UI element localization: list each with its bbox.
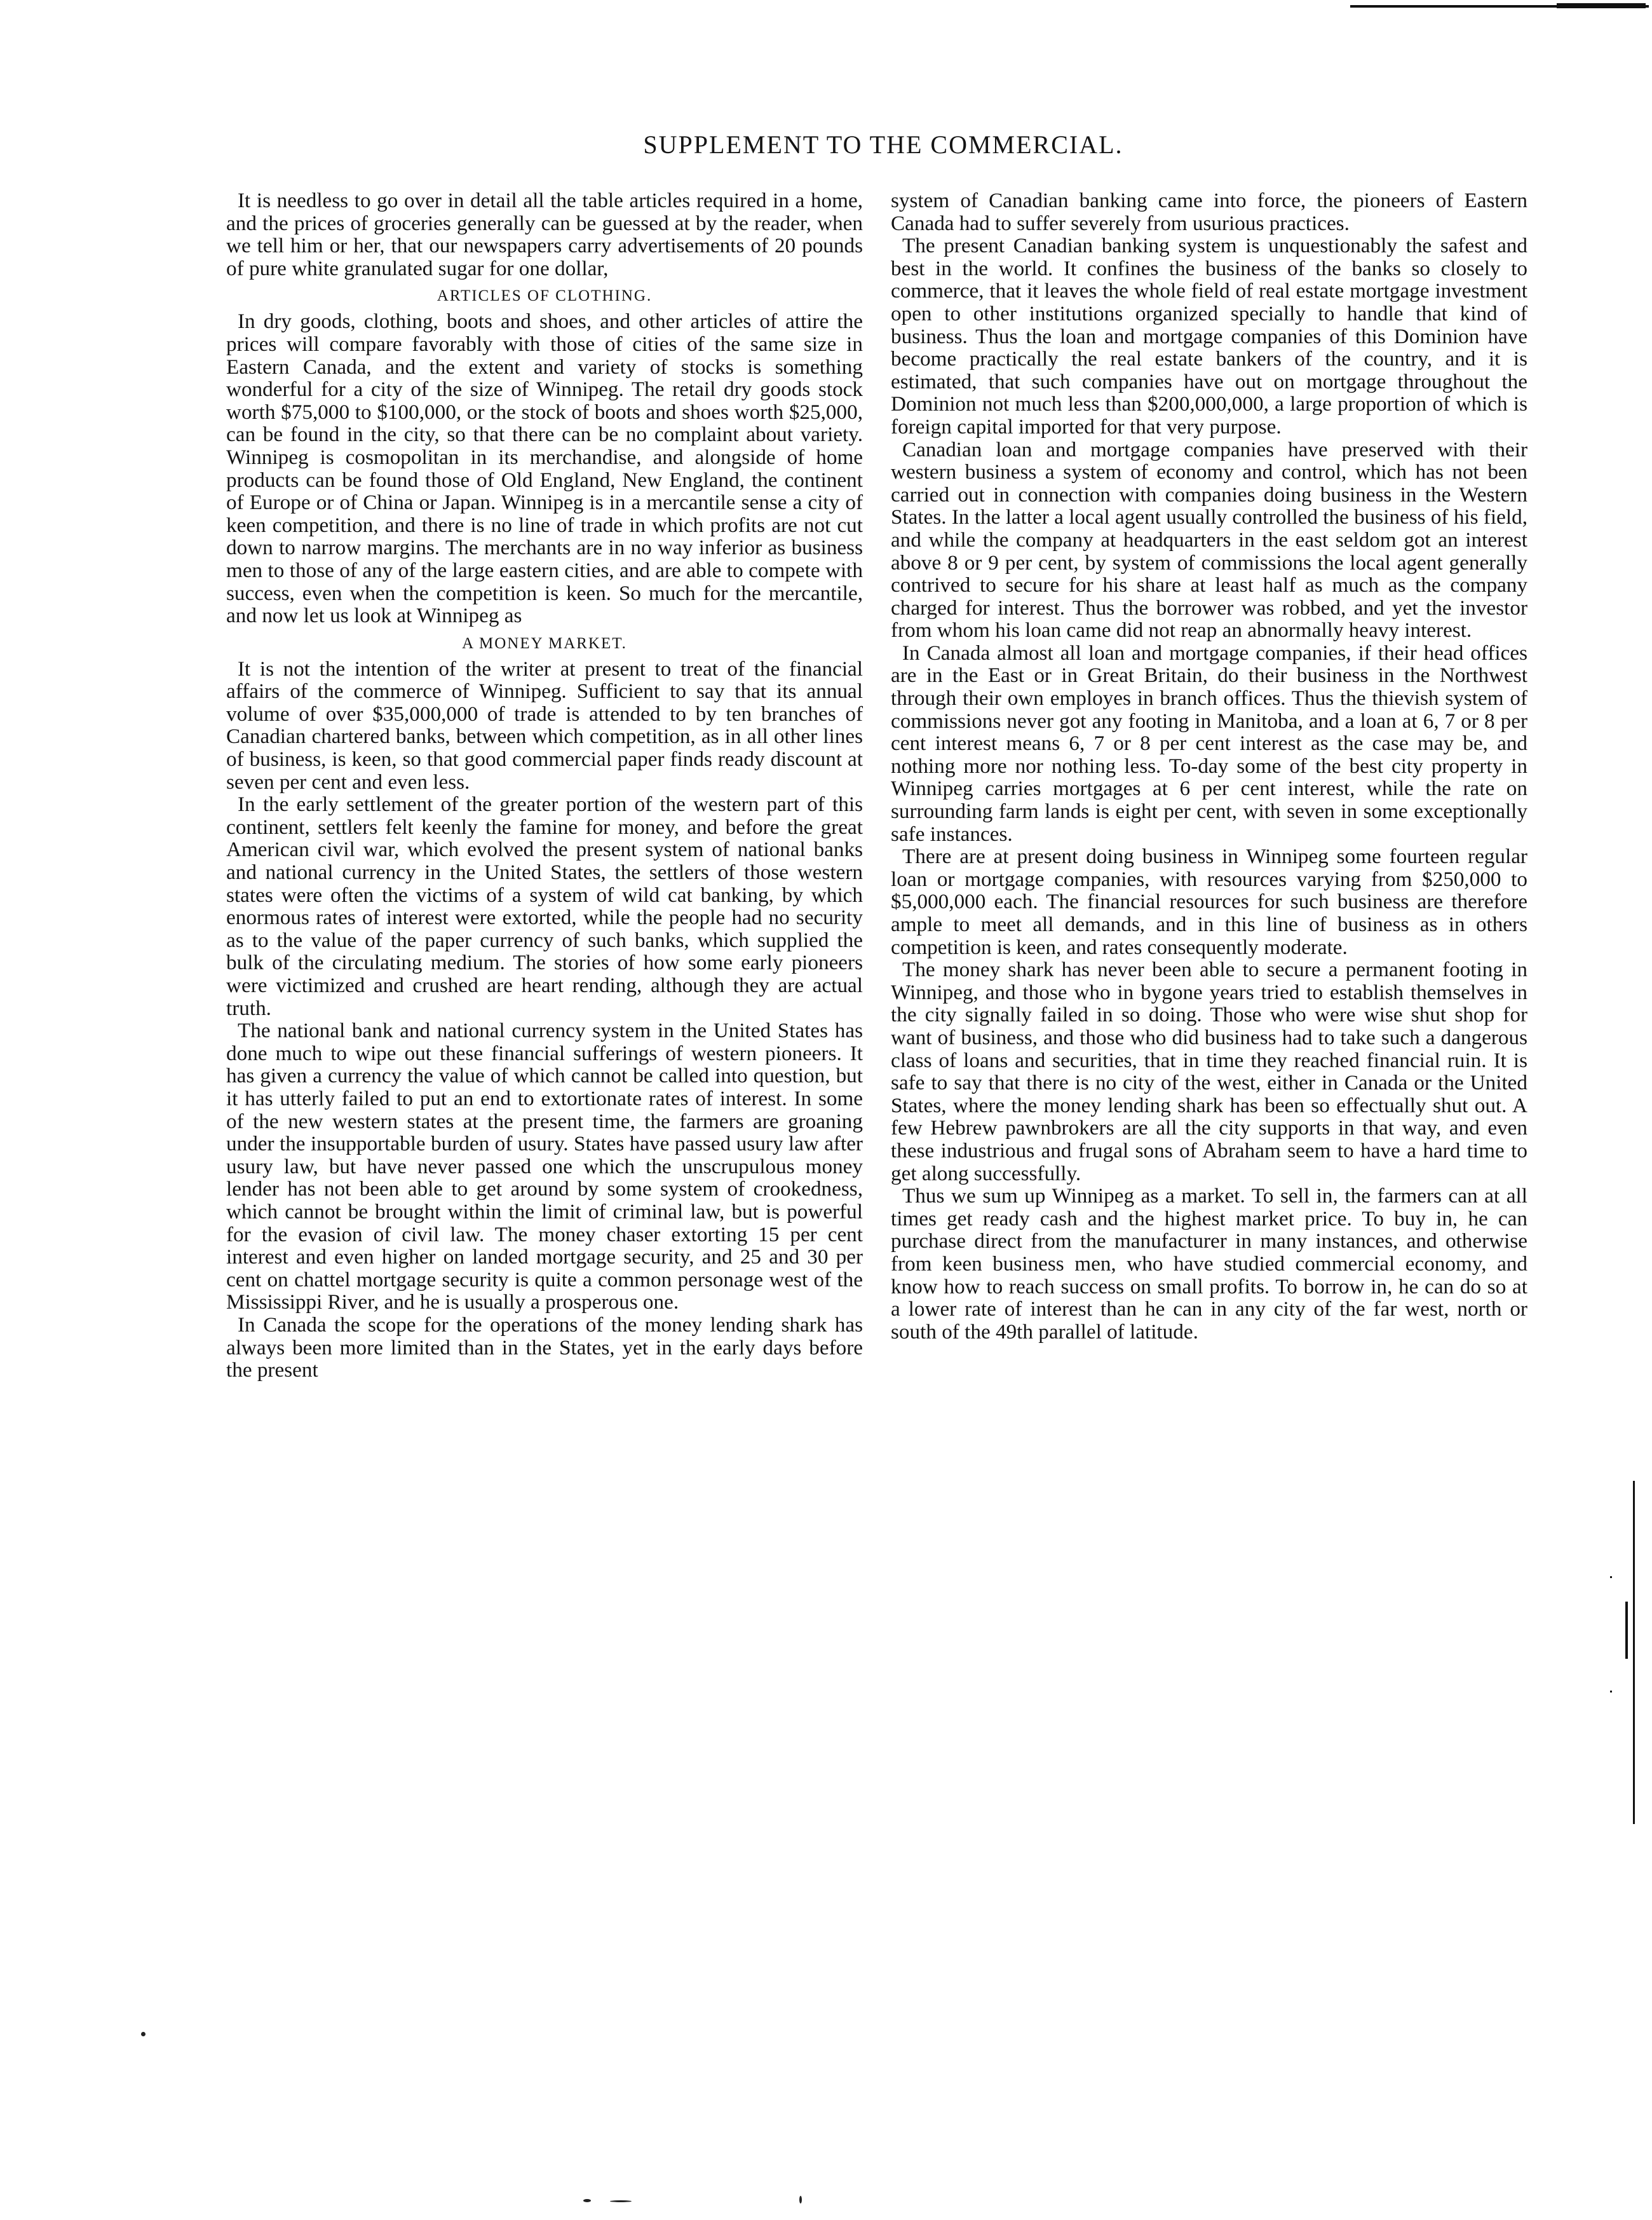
scan-speck — [610, 2200, 632, 2202]
section-heading-money-market: A MONEY MARKET. — [462, 634, 627, 652]
paragraph-financial-affairs: It is not the intention of the writer at present to treat of the financial affairs of the commerce of Winnipeg. Sufficient to say that its annual volume of over $35,000,000 of trade is attended to by ten branches of Canadian chartered banks, between which competition, as in all other lines of business, is keen, so that good commercial paper finds ready discount at seven per cent and even less. — [226, 657, 863, 794]
scan-speck — [583, 2199, 591, 2202]
paragraph-money-shark: The money shark has never been able to secure a permanent footing in Winnipeg, and those who in bygone years tried to establish themselves in the city signally failed in so doing. Those who were wise shut shop for want of business, and those who did business had to take such a dangerous class of loans and securities, that in time they reached financial ruin. It is safe to say that there is no city of the west, either in Canada or the United States, where the money lending shark has been so effectually shut out. A few Hebrew pawnbrokers are all the city supports in that way, and even these industrious and frugal sons of Abraham seem to have a hard time to get along successfully. — [891, 958, 1527, 1185]
margin-scan-mark — [1633, 1481, 1635, 1824]
paragraph-canadian-banking: The present Canadian banking system is unquestionably the safest and best in the world. It confines the business of the banks so closely to commerce, that it leaves the whole field of real estate mortgage investment open to other institutions organized specially to handle that kind of business. Thus the loan and mortgage companies of this Dominion have become practically the real estate bankers of the country, and it is estimated, that such companies have out on mortgage throughout the Dominion not much less than $200,000,000, a large proportion of which is foreign capital imported for that very purpose. — [891, 234, 1527, 439]
paragraph-continuation: system of Canadian banking came into force, the pioneers of Eastern Canada had to suffer severely from usurious practices. — [891, 189, 1527, 235]
left-column — [226, 189, 863, 1382]
paragraph-summary: Thus we sum up Winnipeg as a market. To sell in, the farmers can at all times get ready cash and the highest market price. To buy in, he can purchase direct from the manufacturer in many instances, and otherwise from keen business men, who have studied commercial economy, and know how to reach success on small profits. To borrow in, he can do so at a lower rate of interest than he can in any city of the far west, north or south of the 49th parallel of latitude. — [891, 1184, 1527, 1344]
section-heading-clothing: ARTICLES OF CLOTHING. — [437, 287, 653, 305]
margin-scan-speck — [1610, 1576, 1612, 1578]
margin-scan-mark — [1625, 1602, 1628, 1659]
running-title: SUPPLEMENT TO THE COMMERCIAL. — [643, 130, 1123, 159]
paragraph-canada-scope: In Canada the scope for the operations of the money lending shark has always been more limited than in the States, yet in the early days before the present — [226, 1312, 863, 1382]
scan-speck — [799, 2196, 802, 2203]
paragraph-loan-companies: Canadian loan and mortgage companies have preserved with their western business a system of economy and control, which has not been carried out in connection with companies doing business in the Western States. In the latter a local agent usually controlled the business of his field, and while the company at headquarters in the east seldom got an interest above 8 or 9 per cent, by system of commissions the local agent generally contrived to secure for his share at least half as much as the company charged for interest. Thus the borrower was robbed, and yet the investor from whom his loan came did not reap an abnormally heavy interest. — [891, 437, 1527, 643]
paragraph-national-bank: The national bank and national currency system in the United States has done much to wipe out these financial sufferings of western pioneers. It has given a currency the value of which cannot be called into question, but it has utterly failed to put an end to extortionate rates of interest. In some of the new western states at the present time, the farmers are groaning under the insupportable burden of usury. States have passed usury law after usury law, but have never passed one which the unscrupulous money lender has not been able to get around by some system of crookedness, which cannot be brought within the limit of criminal law, but is powerful for the evasion of civil law. The money chaser extorting 15 per cent interest and even higher on landed mortgage security, and 25 and 30 per cent on chattel mortgage security is quite a common personage west of the Mississippi River, and he is usually a prosperous one. — [226, 1019, 863, 1314]
right-column — [891, 189, 1527, 1343]
paragraph-branch-offices: In Canada almost all loan and mortgage companies, if their head offices are in the East or in Great Britain, do their business in the Northwest through their own employes in branch offices. Thus the thievish system of commissions never got any footing in Manitoba, and a loan at 6, 7 or 8 per cent interest means 6, 7 or 8 per cent interest as the case may be, and nothing more nor nothing less. To-day some of the best city property in Winnipeg carries mortgages at 6 per cent interest, while the rate on surrounding farm lands is eight per cent, with seven in some exceptionally safe instances. — [891, 641, 1527, 846]
paragraph-dry-goods: In dry goods, clothing, boots and shoes, and other articles of attire the prices will compare favorably with those of cities of the same size in Eastern Canada, and the extent and variety of stocks is something wonderful for a city of the size of Winnipeg. The retail dry goods stock worth $75,000 to $100,000, or the stock of boots and shoes worth $25,000, can be found in the city, so that there can be no complaint about variety. Winnipeg is cosmopolitan in its merchandise, and alongside of home products can be found those of Old England, New England, the continent of Europe or of China or Japan. Winnipeg is in a mercantile sense a city of keen competition, and there is no line of trade in which profits are not cut down to narrow margins. The merchants are in no way inferior as business men to those of any of the large eastern cities, and are able to compete with success, even when the competition is keen. So much for the mercantile, and now let us look at Winnipeg as — [226, 310, 863, 628]
margin-scan-speck — [1610, 1691, 1612, 1692]
scan-speck — [141, 2032, 146, 2036]
paragraph-fourteen-companies: There are at present doing business in Winnipeg some fourteen regular loan or mortgage companies, with resources varying from $250,000 to $5,000,000 each. The financial resources for such business are therefore ample to meet all demands, and in this line of business as in others competition is keen, and rates consequently moderate. — [891, 845, 1527, 959]
paragraph-early-settlement: In the early settlement of the greater portion of the western part of this continent, settlers felt keenly the famine for money, and before the great American civil war, which evolved the present system of national banks and national currency in the United States, the settlers of those western states were often the victims of a system of wild cat banking, by which enormous rates of interest were extorted, while the people had no security as to the value of the paper currency of such banks, which supplied the bulk of the circulating medium. The stories of how some early pioneers were victimized and crushed are heart rending, although they are actual truth. — [226, 793, 863, 1020]
paragraph-table-articles: It is needless to go over in detail all the table articles required in a home, and the prices of groceries generally can be guessed at by the reader, when we tell him or her, that our newspapers carry advertisements of 20 pounds of pure white granulated sugar for one dollar, — [226, 189, 863, 280]
top-border-block — [1557, 3, 1646, 8]
